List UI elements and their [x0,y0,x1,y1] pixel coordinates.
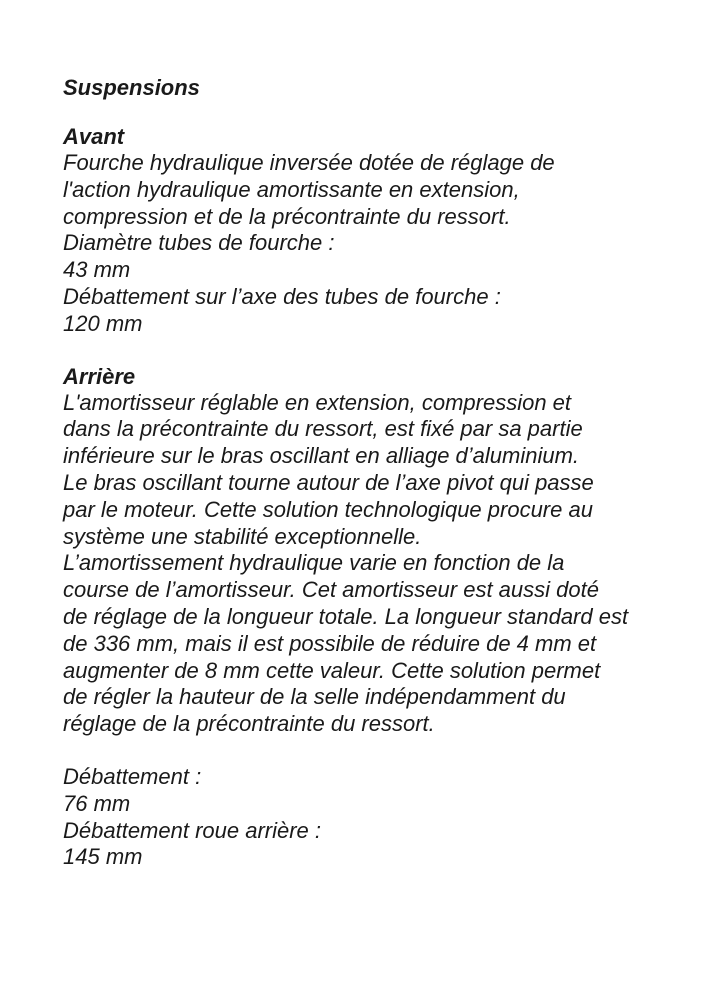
rear-spec-line: Débattement roue arrière : [63,817,322,843]
rear-line: Le bras oscillant tourne autour de l’axe pivot qui passe [63,469,594,495]
paragraph-spacer [63,738,703,764]
rear-line: augmenter de 8 mm cette valeur. Cette solution permet [63,657,601,683]
section-spacer [63,338,703,364]
rear-line: système une stabilité exceptionnelle. [63,523,422,549]
rear-spec-line: 145 mm [63,844,143,870]
rear-line: de régler la hauteur de la selle indépendamment du [63,684,566,710]
rear-spec-line: 76 mm [63,790,131,816]
front-suspension-section [63,124,703,338]
rear-line: de réglage de la longueur totale. La longueur standard est [63,603,629,629]
front-line: 120 mm [63,310,143,336]
front-line: 43 mm [63,257,131,283]
rear-line: de 336 mm, mais il est possibile de réduire de 4 mm et [63,630,597,656]
front-line: Fourche hydraulique inversée dotée de réglage de [63,150,555,175]
rear-line: inférieure sur le bras oscillant en alliage d’aluminium. [63,443,580,469]
document-page [63,72,703,871]
rear-line: dans la précontrainte du ressort, est fixé par sa partie [63,416,583,442]
front-line: Débattement sur l’axe des tubes de fourche : [63,283,501,309]
front-line: Diamètre tubes de fourche : [63,230,335,256]
rear-line: L’amortissement hydraulique varie en fonction de la [63,550,565,576]
rear-line: réglage de la précontrainte du ressort. [63,711,435,737]
rear-heading: Arrière [63,363,136,389]
front-heading: Avant [63,124,125,149]
section-title: Suspensions [63,75,200,100]
front-line: compression et de la précontrainte du ressort. [63,203,511,229]
rear-line: L'amortisseur réglable en extension, compression et [63,389,572,415]
rear-suspension-section [63,364,703,872]
front-line: l'action hydraulique amortissante en extension, [63,176,520,202]
rear-line: par le moteur. Cette solution technologique procure au [63,496,593,522]
rear-line: course de l’amortisseur. Cet amortisseur est aussi doté [63,577,599,603]
rear-spec-line: Débattement : [63,763,202,789]
